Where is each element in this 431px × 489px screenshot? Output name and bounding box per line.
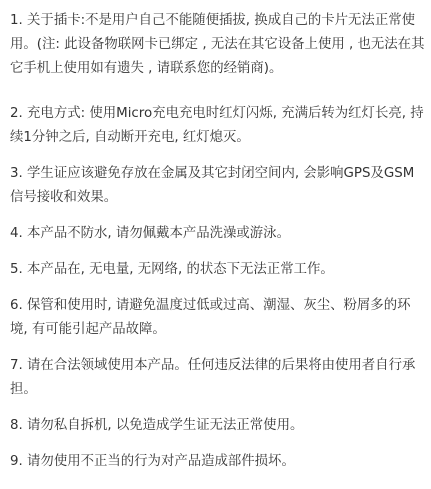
- note-6: 6. 保管和使用时, 请避免温度过低或过高、潮湿、灰尘、粉屑多的环境, 有可能引起产品故障。: [10, 298, 411, 337]
- note-5: 5. 本产品在, 无电量, 无网络, 的状态下无法正常工作。: [10, 262, 334, 277]
- note-4: 4. 本产品不防水, 请勿佩戴本产品洗澡或游泳。: [10, 226, 290, 241]
- note-8: 8. 请勿私自拆机, 以免造成学生证无法正常使用。: [10, 418, 304, 433]
- note-9: 9. 请勿使用不正当的行为对产品造成部件损坏。: [10, 454, 295, 469]
- note-7: 7. 请在合法领域使用本产品。任何违反法律的后果将由使用者自行承担。: [10, 358, 416, 397]
- note-3: 3. 学生证应该避免存放在金属及其它封闭空间内, 会影响GPS及GSM信号接收和效果。: [10, 166, 415, 205]
- instruction-notes: [10, 9, 426, 474]
- note-1: 1. 关于插卡:不是用户自己不能随便插拔, 换成自己的卡片无法正常使用。(注: 此设备物联网卡已绑定 , 无法在其它设备上使用 , 也无法在其它手机上使用如有遗失 , 请联系您的经销商)。: [10, 13, 425, 76]
- note-2: 2. 充电方式: 使用Micro充电充电时红灯闪烁, 充满后转为红灯长亮, 持续1分钟之后, 自动断开充电, 红灯熄灭。: [10, 106, 424, 145]
